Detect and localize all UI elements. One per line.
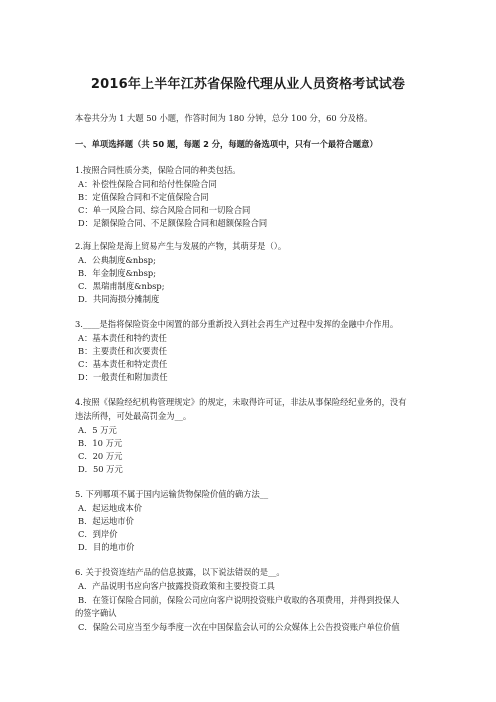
question-4-option-a: A．5 万元 xyxy=(78,425,117,435)
question-5-option-d: D．目的地市价 xyxy=(78,542,135,552)
question-3-stem: 3.____是指将保险资金中闲置的部分重新投入到社会再生产过程中发挥的金融中介作用。 xyxy=(75,319,399,329)
question-2-option-a: A．公典制度&nbsp; xyxy=(78,255,156,265)
question-6-option-b-line-2: 的签字确认 xyxy=(75,608,117,618)
question-3-option-b: B：主要责任和次要责任 xyxy=(78,346,168,356)
question-4-option-b: B．10 万元 xyxy=(78,438,123,448)
section-heading: 一、单项选择题（共 50 题，每题 2 分，每题的备选项中，只有一个最符合题意） xyxy=(75,139,378,149)
question-4-stem-line-1: 4.按照《保险经纪机构管理规定》的规定，未取得许可证，非法从事保险经纪业务的，没有 xyxy=(75,397,407,407)
question-2-option-c: C．黑瑞甫制度&nbsp; xyxy=(78,281,165,291)
question-4-option-c: C．20 万元 xyxy=(78,451,123,461)
question-4-option-d: D．50 万元 xyxy=(78,464,123,474)
question-6-option-b-line-1: B．在签订保险合同前，保险公司应向客户说明投资账户收取的各项费用，并得到投保人 xyxy=(78,595,400,605)
question-1-option-d: D：足额保险合同、不足额保险合同和超额保险合同 xyxy=(78,218,268,228)
question-6-stem: 6. 关于投资连结产品的信息披露，以下说法错误的是__。 xyxy=(75,567,285,577)
exam-intro: 本卷共分为 1 大题 50 小题，作答时间为 180 分钟，总分 100 分，60 分及格。 xyxy=(75,113,373,123)
question-2-stem: 2.海上保险是海上贸易产生与发展的产物，其萌芽是（）。 xyxy=(75,241,287,251)
question-5-option-b: B．起运地市价 xyxy=(78,516,134,526)
question-5-option-a: A．起运地成本价 xyxy=(78,503,143,513)
question-6-option-c: C．保险公司应当至少每季度一次在中国保监会认可的公众媒体上公告投资账户单位价值 xyxy=(78,622,400,632)
question-4-stem-line-2: 违法所得，可处最高罚金为__。 xyxy=(75,411,192,421)
question-5-option-c: C．到岸价 xyxy=(78,529,118,539)
question-1-option-c: C：单一风险合同、综合风险合同和一切险合同 xyxy=(78,205,251,215)
question-3-option-c: C：基本责任和特定责任 xyxy=(78,359,168,369)
question-2-option-b: B．年金制度&nbsp; xyxy=(78,268,156,278)
question-2-option-d: D．共同海损分摊制度 xyxy=(78,294,160,304)
question-1-stem: 1.按照合同性质分类，保险合同的种类包括。 xyxy=(75,165,241,175)
question-3-option-d: D：一般责任和附加责任 xyxy=(78,372,168,382)
question-1-option-a: A：补偿性保险合同和给付性保险合同 xyxy=(78,179,217,189)
exam-title: 2016年上半年江苏省保险代理从业人员资格考试试卷 xyxy=(90,77,406,92)
question-6-option-a: A．产品说明书应向客户披露投资政策和主要投资工具 xyxy=(78,581,275,591)
question-5-stem: 5. 下列哪项不属于国内运输货物保险价值的确方法__ xyxy=(75,489,269,499)
question-1-option-b: B：定值保险合同和不定值保险合同 xyxy=(78,192,209,202)
question-3-option-a: A：基本责任和特约责任 xyxy=(78,333,167,343)
